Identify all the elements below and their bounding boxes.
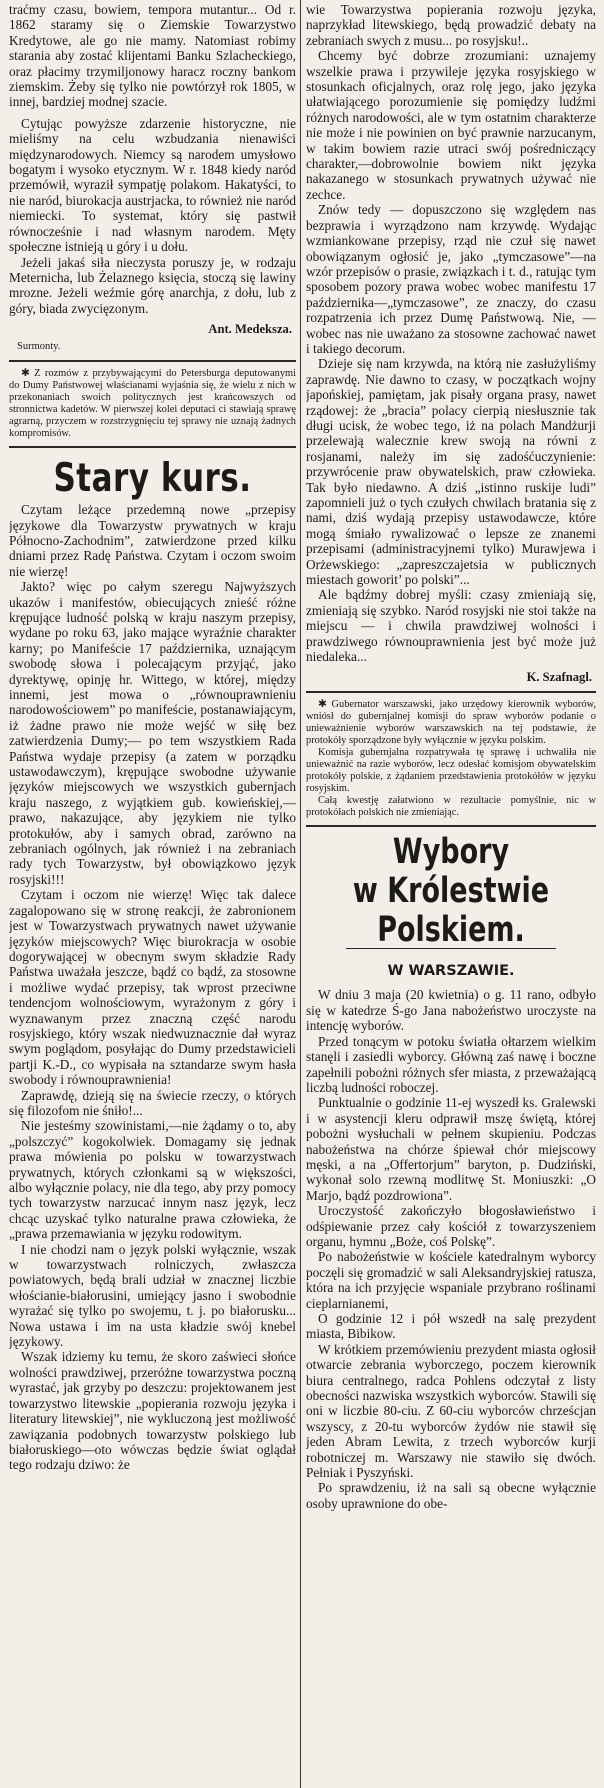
section-title-line: Wybory	[392, 832, 510, 873]
governor-notice-block	[306, 699, 596, 819]
continuation-paragraph: Chcemy być dobrze zrozumiani: uznajemy wszelkie prawa i przywileje języka rosyjskiego w stosunkach oficjalnych, oraz rolę jego, jako języka ułatwiającego porozumienie się pomiędzy ludźmi różnych narodowości, ale w tym ostatnim charakterze nie może i nie powinien on być prawnie narzucanym, w takim bowiem razie utraci swój pośredniczący charakter,—dobrowolnie bowiem nikt języka nakazanego w stosunkach prywatnych używać nie zechce.	[306, 48, 596, 202]
governor-notice-text: Całą kwestję załatwiono w rezultacie pomyślnie, nic w protokółach polskich nie zmieniając.	[306, 795, 596, 819]
continuation-paragraph: wie Towarzystwa popierania rozwoju języka, naprzykład litewskiego, będą prowadzić debaty na zebraniach swych z musu... po rosyjsku!..	[306, 2, 596, 48]
governor-notice-text: ✱ Gubernator warszawski, jako urzędowy kierownik wyborów, wniósł do gubernjalnej komisji do spraw wyborów podanie o unieważnienie wyborów warszawskich na tej podstawie, że protokóły sporządzone były wyłącznie w języku polskim.	[306, 699, 596, 747]
article-paragraph: Wszak idziemy ku temu, że skoro zaświeci słońce wolności prawdziwej, przeróżne towarzystwa poczną wyrastać, jak grzyby po deszczu: projektowanem jest towarzystwo litewskie „popierania rozwoju języka i literatury litewskiej”, nie wykluczoną jest możliwość zawiązania podobnych towarzystw polskiego lub białoruskiego—oto wówczas będzie świat oglądał tego rodzaju dziwo: że	[9, 1349, 296, 1473]
intro-paragraph: Cytując powyższe zdarzenie historyczne, nie mieliśmy na celu wzbudzania nienawiści międzynarodowych. Niemcy są narodem umysłowo bogatym i wysoko etycznym. W r. 1848 kiedy naród przemówił, wyraził sympatję polakom. Hakatyści, to nie naród, biurokacja austrjacka, to również nie naród niemiecki. To systemat, który się pastwił równocześnie i nad własnym narodem. Męty społeczne istnieją u góry i u dołu.	[9, 115, 296, 255]
section-title	[306, 833, 596, 950]
section-title-line: w Królestwie Polskiem.	[352, 871, 550, 951]
article-paragraph: Czytam leżące przedemną nowe „przepisy językowe dla Towarzystw prywatnych w kraju Północno-Zachodnim”, zatwierdzone przed kilku dniami przez Radę Państwa. Czytam i oczom swoim nie wierzę!	[9, 502, 296, 579]
article-paragraph: Zaprawdę, dzieją się na świecie rzeczy, o których się filozofom nie śniło!...	[9, 1087, 296, 1118]
section-rule	[9, 360, 296, 362]
warsaw-paragraph: Po nabożeństwie w kościele katedralnym wyborcy poczęli się gromadzić w sali Aleksandryjskiej ratusza, która na ich przyjęcie wspaniale przybrano roślinami cieplarnianemi,	[306, 1249, 596, 1311]
warsaw-paragraph: O godzinie 12 i pół wszedł na salę prezydent miasta, Bibikow.	[306, 1311, 596, 1342]
section-rule	[9, 446, 296, 448]
continuation-paragraph: Dzieje się nam krzywda, na którą nie zasłużyliśmy zaprawdę. Nie dawno to czasy, w początkach wojny japońskiej, pamiętam, jak pisały organa prasy, nawet rządowej: że „bracia” polacy cierpią niesłusznie tak długi ucisk, że wobec tego, iż na polach Mandżurji przelewają walecznie krew swoją na równi z rosjanami, należy im się zadośćuczynienie: przywrócenie praw obywatelskich, praw człowieka. Tak było niedawno. A dziś „istinno ruskije ludi” zapomnieli już o tych czułych chwilach bratania się z nami, dziś wydają przepisy ustawodawcze, które mogą śmiało rywalizować o lepsze ze znanemi przepisami (administracyjnemi tylko) Murawjewa i Orżewskiego: „zapreszczajetsia w publicznych miestach goworit’ po polski”...	[306, 356, 596, 588]
article-paragraph: Jakto? więc po całym szeregu Najwyższych ukazów i manifestów, obiecujących znieść różne krępujące ludność polską w kraju naszym przepisy, wydane po roku 63, jako mające wyraźnie charakter karny; po Manifeście 17 października, uznającym swobodę słowa i polecającym przyjąć, jako dyrektywę, opinję hr. Wittego, w której, między innemi, jest mowa o „równouprawnieniu narodowościowem” po manifeście, postanawiającym, iż żadne prawo nie może wejść w siłę bez zatwierdzenia Dumy;— po tem wszystkiem Rada Państwa wydaje przepisy (a zatem w porządku ustawodawczym), krępujące swobodne używanie języków miejscowych we wszystkich gubernjach kraju naszego, z wyjątkiem gub. kowieńskiej,—prawo, nakazujące, aby językiem nie tylko protokułów, aby i samych obrad, zarówno na zebraniach ogólnych, jak również i na zebraniach rady tych Towarzystw, był obowiązkowo język rosyjski!!!	[9, 579, 296, 887]
notice-block	[9, 368, 296, 440]
article-paragraph: I nie chodzi nam o język polski wyłącznie, wszak w towarzystwach rolniczych, zwłaszcza powiatowych, będą brali udział w znacznej liczbie włościanie-białorusini, umiejący jasno i swobodnie wyrażać się tylko po swojemu, t. j. po białorusku... Nowa ustawa i im na usta kładzie swój knebel językowy.	[9, 1241, 296, 1350]
article-signature: K. Szafnagl.	[526, 670, 592, 685]
section-rule	[306, 825, 596, 827]
article-paragraph: Nie jesteśmy szowinistami,—nie żądamy o to, aby „polszczyć” kogokolwiek. Domagamy się jednak prawa mówienia po polsku w towarzystwach prywatnych, których członkami są w większości, albo wyłącznie polacy, nie dla tego, aby przy pomocy tych towarzystw narzucać innym nasz język, lecz chcąc uzyskać tylko naturalne prawa człowieka, że „prawa przemawiania w języku rodowitym.	[9, 1118, 296, 1242]
left-column	[9, 2, 296, 1788]
intro-paragraph: traćmy czasu, bowiem, tempora mutantur... Od r. 1862 staramy się o Ziemskie Towarzystwo Kredytowe, ale go nie mamy. Natomiast robimy starania aby zostać klijentami Banku Szlacheckiego, oraz płacimy trzymiljonowy haracz roczny bankom ziemskim. Żeby się tylko nie powtórzył rok 1805, w innej, bardziej modnej szacie.	[9, 2, 296, 110]
article-signature: Ant. Medeksza.	[208, 322, 292, 337]
warsaw-paragraph: W dniu 3 maja (20 kwietnia) o g. 11 rano, odbyło się w katedrze Ś-go Jana nabożeństwo uroczyste na intencję wyborów.	[306, 987, 596, 1034]
column-divider	[300, 0, 301, 1788]
warsaw-paragraph: Po sprawdzeniu, iż na sali są obecne wyłącznie osoby uprawnione do obe-	[306, 1480, 596, 1511]
signature-place: Surmonty.	[17, 341, 61, 353]
warsaw-paragraph: Punktualnie o godzinie 11-ej wyszedł ks. Gralewski i w asystencji kleru odprawił mszę świętą, której pobożni wysłuchali w pełnem skupieniu. Podczas nabożeństwa na chórze śpiewał chór miejscowy męski, a na „Offertorjum” baryton, p. Dudziński, wykonał solo rzewną modlitwę St. Moniuszki: „O Marjo, bądź pozdrowiona”.	[306, 1095, 596, 1203]
continuation-paragraph: Ale bądźmy dobrej myśli: czasy zmieniają się, zmieniają się szybko. Naród rosyjski nie stoi także na miejscu — i chwila prawdziwej wolności i prawdziwego równouprawnienia jest być może już niedaleka...	[306, 587, 596, 665]
right-column	[306, 2, 596, 1788]
article-title: Stary kurs.	[53, 456, 252, 502]
intro-paragraph: Jeżeli jakaś siła nieczysta poruszy je, w rodzaju Meternicha, lub Żelaznego księcia, stoczą się lawiny mrozne. Jeżeli weźmie górę anarchja, z dołu, lub z góry, biada zwycięzonym.	[9, 254, 296, 316]
notice-text: ✱ Z rozmów z przybywającymi do Petersburga deputowanymi do Dumy Państwowej właścianami wyjaśnia się, że wielu z nich w przekonaniach swoich politycznych jest krańcowszych od stronnictwa kadetów. W pierwszej kolei deputaci ci stawiają sprawę agrarną, przyczem w rozstrzygnięciu tej sprawy nie uznają żadnych kompromisów.	[9, 368, 296, 440]
section-rule	[306, 691, 596, 693]
warsaw-paragraph: Uroczystość zakończyło błogosławieństwo i odśpiewanie przez cały kościół z towarzyszeniem organu, hymnu „Boże, coś Polskę”.	[306, 1203, 596, 1249]
subsection-title: W WARSZAWIE.	[387, 963, 515, 980]
governor-notice-text: Komisja gubernjalna rozpatrywała tę sprawę i uchwaliła nie unieważnić na razie wyborów, lecz odesłać komisjom obywatelskim protokóły polskie, z żądaniem przedstawienia protokółów w języku rosyjskim.	[306, 747, 596, 795]
warsaw-paragraph: Przed tonącym w potoku światła ołtarzem wielkim stanęli i zasiedli wyborcy. Główną zaś nawę i boczne zapełnili pobożni różnych sfer miasta, z przeważającą liczbą ludności roboczej.	[306, 1033, 596, 1095]
warsaw-paragraph: W krótkiem przemówieniu prezydent miasta ogłosił otwarcie zebrania wyborczego, poczem kierownik biura centralnego, radca Pohlens odczytał z listy obecności nazwiska wszystkich wyborców. Stawili się oni w liczbie 80-ciu. Z 60-ciu wyborców chrześcjan wszyscy, z 20-tu wyborców żydów nie stawił się jeden Abram Lewita, z trzech wyborców kurji robotniczej m. Warszawy nie stawiło się dwóch. Pełniak i Pyszyński.	[306, 1341, 596, 1481]
article-paragraph: Czytam i oczom nie wierzę! Więc tak dalece zagalopowano się w stronę reakcji, że zabronionem jest w Towarzystwach prywatnych nawet używanie języków miejscowych? Więc biurokracja w osobie dogorywającej w obecnym swym składzie Rady Państwa uważała jeszcze, bądź co bądź, za stosowne i możliwe wydać przepisy, tak wprost przeciwne tendencjom wolnościowym, wyrażonym z góry i wyznawanym przez znaczną część narodu rosyjskiego, który wszak niedwuznacznie dał wyraz swym poglądom, posyłając do Dumy przedstawicieli partji K.-D., co wypisała na sztandarze swym hasła swobody i równouprawnienia!	[9, 887, 296, 1088]
continuation-paragraph: Znów tedy — dopuszczono się względem nas bezprawia i wyrządzono nam krzywdę. Wydając wzmiankowane przepisy, rząd nie czuł się nawet obowiązanym ogłosić je, jako „tymczasowe”—na wzór przepisów o prasie, związkach i t. d., ratując tym sposobem pozory prawa wobec wobec manifestu 17 października—„tymczasowe”, ze znaczy, do czasu rozpatrzenia ich przez Dumę Państwową. Nie, —wobec nas nie uważano za stosowne zachować nawet i takiego decorum.	[306, 202, 596, 356]
